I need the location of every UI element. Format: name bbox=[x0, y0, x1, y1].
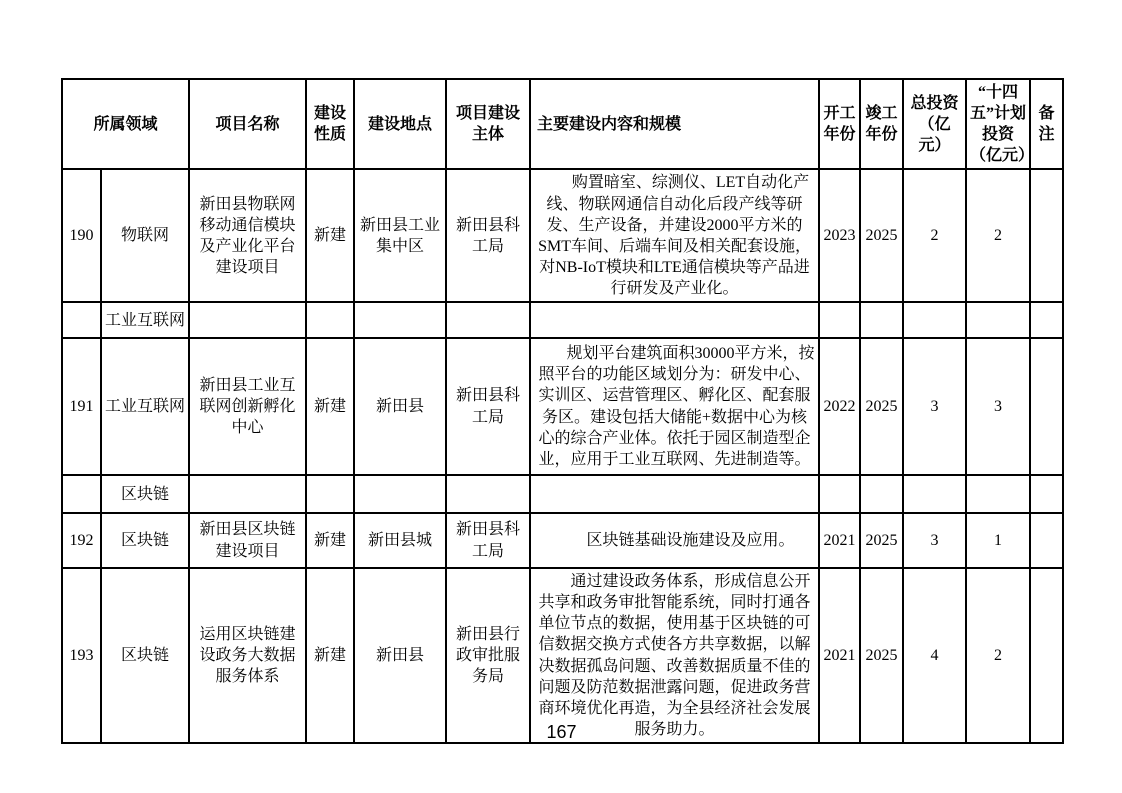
empty-cell bbox=[62, 302, 101, 338]
total-investment: 4 bbox=[903, 568, 966, 743]
end-year: 2025 bbox=[860, 513, 903, 568]
construction-location: 新田县 bbox=[354, 338, 446, 475]
table-header-row bbox=[62, 79, 1063, 169]
project-plan-table bbox=[61, 78, 1064, 744]
end-year: 2025 bbox=[860, 169, 903, 302]
empty-cell bbox=[966, 302, 1030, 338]
start-year: 2022 bbox=[819, 338, 860, 475]
remark bbox=[1030, 513, 1063, 568]
header-domain: 所属领域 bbox=[62, 79, 189, 169]
empty-cell bbox=[819, 475, 860, 513]
header-main-content: 主要建设内容和规模 bbox=[530, 79, 819, 169]
empty-cell bbox=[354, 475, 446, 513]
header-plan-investment: “十四五”计划投资（亿元） bbox=[966, 79, 1030, 169]
project-content: 通过建设政务体系，形成信息公开共享和政务审批智能系统，同时打通各单位节点的数据，使用基于区块链的可信数据交换方式使各方共享数据，以解决数据孤岛问题、改善数据质量不佳的问题及防范数据泄露问题，促进政务营商环境优化再造，为全县经济社会发展服务助力。 bbox=[530, 568, 819, 743]
project-domain: 区块链 bbox=[101, 568, 189, 743]
plan-investment: 2 bbox=[966, 568, 1030, 743]
plan-investment: 1 bbox=[966, 513, 1030, 568]
table-row bbox=[62, 513, 1063, 568]
project-domain: 区块链 bbox=[101, 513, 189, 568]
empty-cell bbox=[530, 302, 819, 338]
header-end-year: 竣工年份 bbox=[860, 79, 903, 169]
construction-nature: 新建 bbox=[306, 513, 354, 568]
plan-investment: 3 bbox=[966, 338, 1030, 475]
project-content: 区块链基础设施建设及应用。 bbox=[530, 513, 819, 568]
header-construction-location: 建设地点 bbox=[354, 79, 446, 169]
construction-nature: 新建 bbox=[306, 568, 354, 743]
construction-nature: 新建 bbox=[306, 169, 354, 302]
project-no: 190 bbox=[62, 169, 101, 302]
end-year: 2025 bbox=[860, 338, 903, 475]
empty-cell bbox=[62, 475, 101, 513]
total-investment: 2 bbox=[903, 169, 966, 302]
table-row bbox=[62, 338, 1063, 475]
table-row bbox=[62, 169, 1063, 302]
remark bbox=[1030, 169, 1063, 302]
project-domain: 物联网 bbox=[101, 169, 189, 302]
project-name: 运用区块链建设政务大数据服务体系 bbox=[189, 568, 306, 743]
header-total-investment: 总投资（亿元） bbox=[903, 79, 966, 169]
project-entity: 新田县科工局 bbox=[446, 169, 530, 302]
empty-cell bbox=[860, 302, 903, 338]
header-remark: 备注 bbox=[1030, 79, 1063, 169]
construction-location: 新田县城 bbox=[354, 513, 446, 568]
empty-cell bbox=[966, 475, 1030, 513]
empty-cell bbox=[306, 475, 354, 513]
project-entity: 新田县行政审批服务局 bbox=[446, 568, 530, 743]
project-name: 新田县物联网移动通信模块及产业化平台建设项目 bbox=[189, 169, 306, 302]
total-investment: 3 bbox=[903, 513, 966, 568]
empty-cell bbox=[819, 302, 860, 338]
start-year: 2023 bbox=[819, 169, 860, 302]
empty-cell bbox=[446, 475, 530, 513]
empty-cell bbox=[189, 475, 306, 513]
project-domain: 工业互联网 bbox=[101, 338, 189, 475]
empty-cell bbox=[903, 302, 966, 338]
empty-cell bbox=[903, 475, 966, 513]
start-year: 2021 bbox=[819, 513, 860, 568]
empty-cell bbox=[306, 302, 354, 338]
header-project-entity: 项目建设主体 bbox=[446, 79, 530, 169]
empty-cell bbox=[446, 302, 530, 338]
project-no: 191 bbox=[62, 338, 101, 475]
section-row bbox=[62, 475, 1063, 513]
section-label: 区块链 bbox=[101, 475, 189, 513]
project-content: 规划平台建筑面积30000平方米，按照平台的功能区域划分为：研发中心、实训区、运营管理区、孵化区、配套服务区。建设包括大储能+数据中心为核心的综合产业体。依托于园区制造型企业，应用于工业互联网、先进制造等。 bbox=[530, 338, 819, 475]
empty-cell bbox=[530, 475, 819, 513]
remark bbox=[1030, 338, 1063, 475]
project-no: 192 bbox=[62, 513, 101, 568]
project-no: 193 bbox=[62, 568, 101, 743]
project-content: 购置暗室、综测仪、LET自动化产线、物联网通信自动化后段产线等研发、生产设备，并建设2000平方米的SMT车间、后端车间及相关配套设施，对NB-IoT模块和LTE通信模块等产品进行研发及产业化。 bbox=[530, 169, 819, 302]
project-name: 新田县工业互联网创新孵化中心 bbox=[189, 338, 306, 475]
end-year: 2025 bbox=[860, 568, 903, 743]
construction-location: 新田县工业集中区 bbox=[354, 169, 446, 302]
header-start-year: 开工年份 bbox=[819, 79, 860, 169]
header-project-name: 项目名称 bbox=[189, 79, 306, 169]
project-name: 新田县区块链建设项目 bbox=[189, 513, 306, 568]
table-row bbox=[62, 568, 1063, 743]
project-entity: 新田县科工局 bbox=[446, 513, 530, 568]
empty-cell bbox=[1030, 302, 1063, 338]
empty-cell bbox=[354, 302, 446, 338]
total-investment: 3 bbox=[903, 338, 966, 475]
project-entity: 新田县科工局 bbox=[446, 338, 530, 475]
start-year: 2021 bbox=[819, 568, 860, 743]
empty-cell bbox=[860, 475, 903, 513]
plan-investment: 2 bbox=[966, 169, 1030, 302]
empty-cell bbox=[1030, 475, 1063, 513]
empty-cell bbox=[189, 302, 306, 338]
remark bbox=[1030, 568, 1063, 743]
page-number: 167 bbox=[546, 722, 577, 742]
header-construction-nature: 建设性质 bbox=[306, 79, 354, 169]
section-row bbox=[62, 302, 1063, 338]
section-label: 工业互联网 bbox=[101, 302, 189, 338]
construction-nature: 新建 bbox=[306, 338, 354, 475]
construction-location: 新田县 bbox=[354, 568, 446, 743]
